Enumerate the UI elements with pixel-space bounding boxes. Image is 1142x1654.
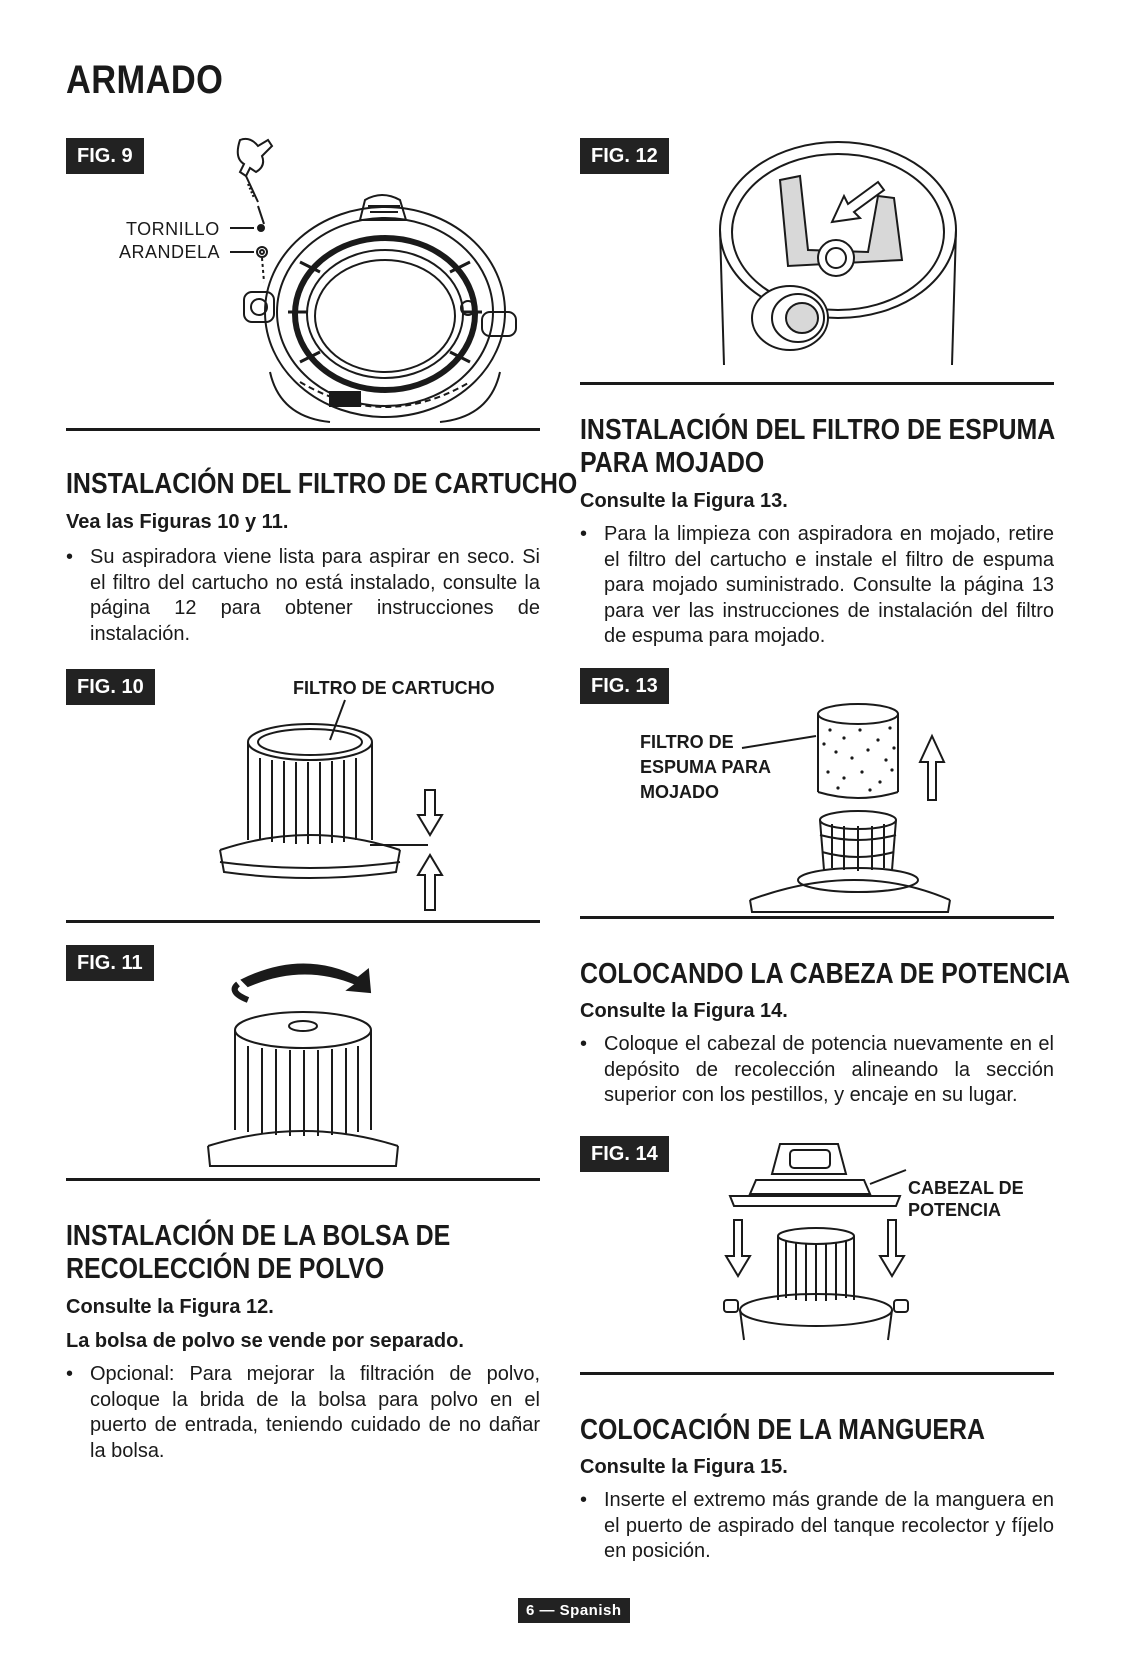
power-head-title: COLOCANDO LA CABEZA DE POTENCIA — [580, 958, 1071, 990]
dust-bag-title-line1: INSTALACIÓN DE LA BOLSA DE — [66, 1220, 451, 1252]
hose-bullet-text: Inserte el extremo más grande de la manguera en el puerto de aspirado del tanque recolector y fíjelo en posición. — [604, 1489, 1054, 1562]
hose-figure-ref: Consulte la Figura 15. — [580, 1456, 788, 1478]
power-head-bullet-text: Coloque el cabezal de potencia nuevamente en el depósito de recolección alineando la sección superior con los pestillos, y encaje en su lugar. — [604, 1033, 1054, 1106]
fig-11-illustration — [208, 960, 398, 1170]
fig-13-callout-line3: MOJADO — [640, 782, 720, 802]
foam-title-line2: PARA MOJADO — [580, 447, 765, 479]
fig-13-callout-line2: ESPUMA PARA — [640, 757, 772, 777]
section-divider — [66, 1178, 540, 1181]
fig-10-illustration — [220, 700, 470, 910]
page-title: ARMADO — [66, 58, 224, 102]
cartridge-bullet-text: Su aspiradora viene lista para aspirar en seco. Si el filtro del cartucho no está instalado, consulte la página 12 para obtener instrucciones de instalación. — [90, 546, 540, 645]
cartridge-figure-ref: Vea las Figuras 10 y 11. — [66, 511, 289, 533]
fig-10-callout: FILTRO DE CARTUCHO — [293, 678, 495, 698]
power-head-figure-ref: Consulte la Figura 14. — [580, 1000, 788, 1022]
bullet-dot: • — [66, 1363, 74, 1385]
cartridge-section-title: INSTALACIÓN DEL FILTRO DE CARTUCHO — [66, 468, 578, 500]
fig-14-illustration — [720, 1140, 915, 1340]
fig-12-illustration — [718, 140, 958, 370]
fig-14-callout-line1: CABEZAL DE — [908, 1178, 1024, 1198]
power-head-bullet — [580, 1032, 1054, 1112]
fig-12-label: FIG. 12 — [580, 138, 669, 174]
section-divider — [580, 1372, 1054, 1375]
foam-title-line1: INSTALACIÓN DEL FILTRO DE ESPUMA — [580, 414, 1056, 446]
fig-9-label: FIG. 9 — [66, 138, 144, 174]
bullet-dot: • — [66, 546, 74, 568]
fig-13-illustration — [740, 700, 950, 915]
fig-11-label: FIG. 11 — [66, 945, 154, 981]
bullet-dot: • — [580, 1489, 588, 1511]
fig-14-callout-line2: POTENCIA — [908, 1200, 1002, 1220]
section-divider — [580, 916, 1054, 919]
page-number: 6 — Spanish — [518, 1598, 630, 1623]
fig-9-callout-screw: TORNILLO — [126, 219, 220, 239]
hose-title: COLOCACIÓN DE LA MANGUERA — [580, 1414, 986, 1446]
dust-bag-title-line2: RECOLECCIÓN DE POLVO — [66, 1253, 385, 1285]
fig-9-callout-washer: ARANDELA — [119, 242, 221, 262]
section-divider — [66, 920, 540, 923]
foam-bullet-text: Para la limpieza con aspiradora en mojado, retire el filtro del cartucho e instale el filtro de espuma para mojado suministrado. Consulte la página 13 para ver las instrucciones de instalación del filtro de espuma para mojado. — [604, 523, 1054, 647]
fig-9-illustration — [210, 132, 530, 422]
bullet-dot: • — [580, 1033, 588, 1055]
fig-13-callout-line1: FILTRO DE — [640, 732, 734, 752]
foam-figure-ref: Consulte la Figura 13. — [580, 490, 788, 512]
section-divider — [580, 382, 1054, 385]
fig-14-label: FIG. 14 — [580, 1136, 669, 1172]
fig-10-label: FIG. 10 — [66, 669, 155, 705]
hose-bullet — [580, 1488, 1054, 1568]
bullet-dot: • — [580, 523, 588, 545]
dust-bag-bullet — [66, 1362, 540, 1466]
section-divider — [66, 428, 540, 431]
fig-13-label: FIG. 13 — [580, 668, 669, 704]
dust-bag-bullet-text: Opcional: Para mejorar la filtración de polvo, coloque la brida de la bolsa para polvo en el puerto de entrada, teniendo cuidado de no dañar la bolsa. — [90, 1363, 540, 1462]
cartridge-bullet — [66, 545, 540, 653]
dust-bag-figure-ref: Consulte la Figura 12. — [66, 1296, 274, 1318]
dust-bag-note: La bolsa de polvo se vende por separado. — [66, 1330, 464, 1352]
foam-bullet — [580, 522, 1054, 652]
